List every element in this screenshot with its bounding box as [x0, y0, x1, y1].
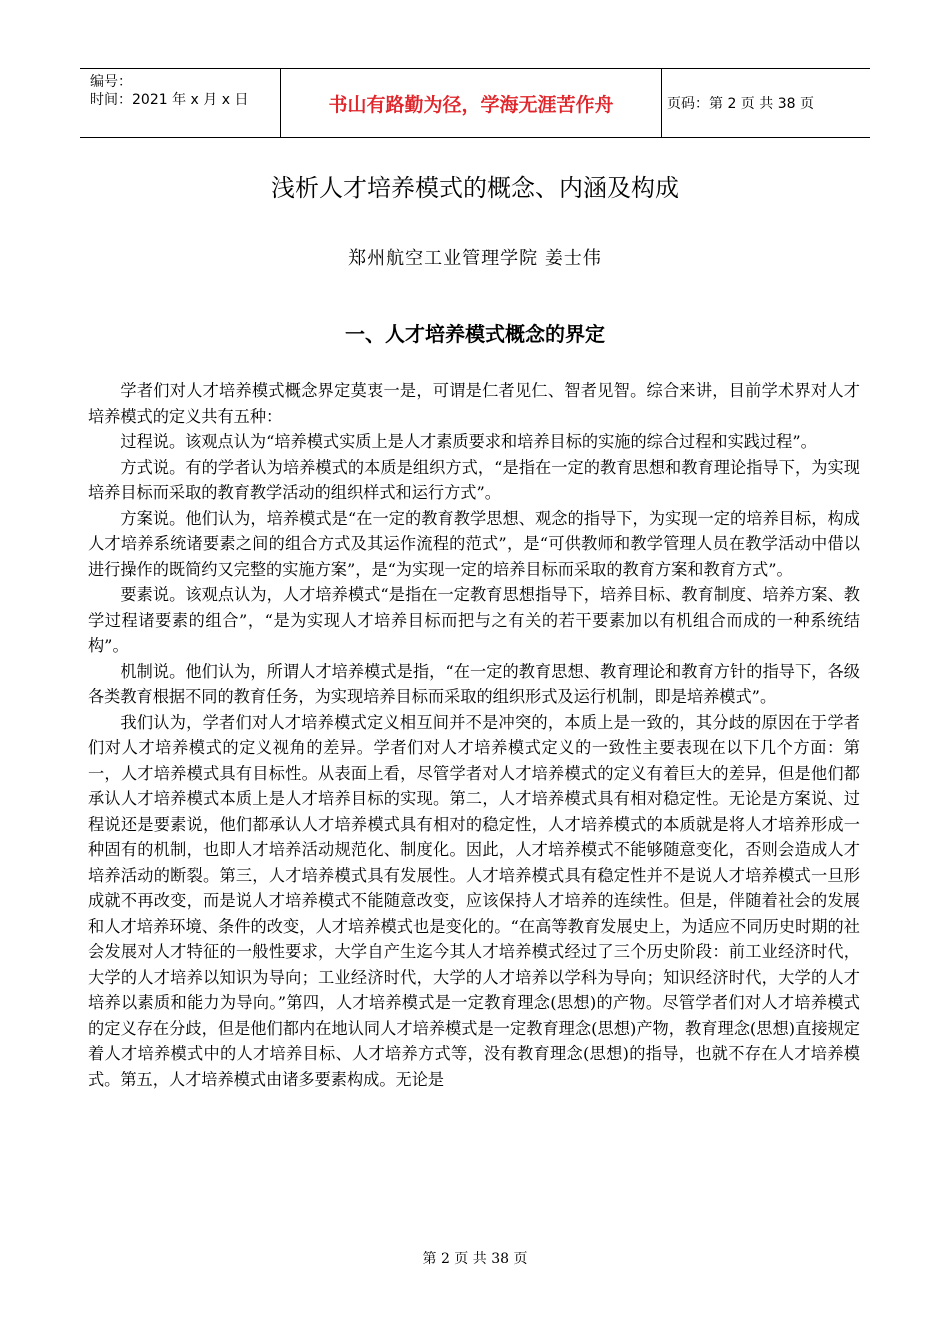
article-body — [88, 378, 860, 1092]
paragraph: 方案说。他们认为，培养模式是“在一定的教育教学思想、观念的指导下，为实现一定的培养目标，构成人才培养系统诸要素之间的组合方式及其运作流程的范式”，是“可供教师和教学管理人员在教学活动中借以进行操作的既简约又完整的实施方案”，是“为实现一定的培养目标而采取的教育方案和教育方式”。 — [88, 508, 860, 579]
page-footer: 第 2 页 共 38 页 — [422, 1251, 528, 1267]
page-header — [80, 68, 870, 138]
paragraph: 学者们对人才培养模式概念界定莫衷一是，可谓是仁者见仁、智者见智。综合来讲，目前学术界对人才培养模式的定义共有五种： — [88, 381, 860, 426]
paragraph: 方式说。有的学者认为培养模式的本质是组织方式，“是指在一定的教育思想和教育理论指导下，为实现培养目标而采取的教育教学活动的组织样式和运行方式”。 — [88, 457, 860, 502]
article-title: 浅析人才培养模式的概念、内涵及构成 — [271, 174, 679, 202]
header-date: 时间：2021 年 x 月 x 日 — [90, 92, 249, 108]
header-number: 编号： — [90, 74, 132, 90]
paragraph: 过程说。该观点认为“培养模式实质上是人才素质要求和培养目标的实施的综合过程和实践过程”。 — [120, 432, 817, 451]
paragraph: 机制说。他们认为，所谓人才培养模式是指，“在一定的教育思想、教育理论和教育方针的指导下，各级各类教育根据不同的教育任务，为实现培养目标而采取的组织形式及运行机制，即是培养模式”。 — [88, 661, 860, 706]
article-author: 郑州航空工业管理学院 姜士伟 — [348, 248, 602, 269]
paragraph: 我们认为，学者们对人才培养模式定义相互间并不是冲突的，本质上是一致的，其分歧的原因在于学者们对人才培养模式的定义视角的差异。学者们对人才培养模式定义的一致性主要表现在以下几个方面：第一，人才培养模式具有目标性。从表面上看，尽管学者对人才培养模式的定义有着巨大的差异，但是他们都承认人才培养模式本质上是人才培养目标的实现。第二，人才培养模式具有相对稳定性。无论是方案说、过程说还是要素说，他们都承认人才培养模式具有相对的稳定性，人才培养模式的本质就是将人才培养形成一种固有的机制，也即人才培养活动规范化、制度化。因此，人才培养模式不能够随意变化，否则会造成人才培养活动的断裂。第三，人才培养模式具有发展性。人才培养模式具有稳定性并不是说人才培养模式一旦形成就不再改变，而是说人才培养模式不能随意改变，应该保持人才培养的连续性。但是，伴随着社会的发展和人才培养环境、条件的改变，人才培养模式也是变化的。“在高等教育发展史上，为适应不同历史时期的社会发展对人才特征的一般性要求，大学自产生迄今其人才培养模式经过了三个历史阶段：前工业经济时代，大学的人才培养以知识为导向；工业经济时代，大学的人才培养以学科为导向；知识经济时代，大学的人才培养以素质和能力为导向。”第四，人才培养模式是一定教育理念(思想)的产物。尽管学者们对人才培养模式的定义存在分歧，但是他们都内在地认同人才培养模式是一定教育理念(思想)产物，教育理念(思想)直接规定着人才培养模式中的人才培养目标、人才培养方式等，没有教育理念(思想)的指导，也就不存在人才培养模式。第五，人才培养模式由诸多要素构成。无论是 — [88, 712, 860, 1089]
section-heading: 一、人才培养模式概念的界定 — [345, 322, 605, 346]
header-meta — [80, 69, 280, 137]
header-page-number: 页码：第 2 页 共 38 页 — [667, 96, 814, 112]
header-motto: 书山有路勤为径，学海无涯苦作舟 — [280, 69, 662, 137]
paragraph: 要素说。该观点认为，人才培养模式“是指在一定教育思想指导下，培养目标、教育制度、培养方案、教学过程诸要素的组合”，“是为实现人才培养目标而把与之有关的若干要素加以有机组合而成的一种系统结构”。 — [88, 585, 860, 655]
